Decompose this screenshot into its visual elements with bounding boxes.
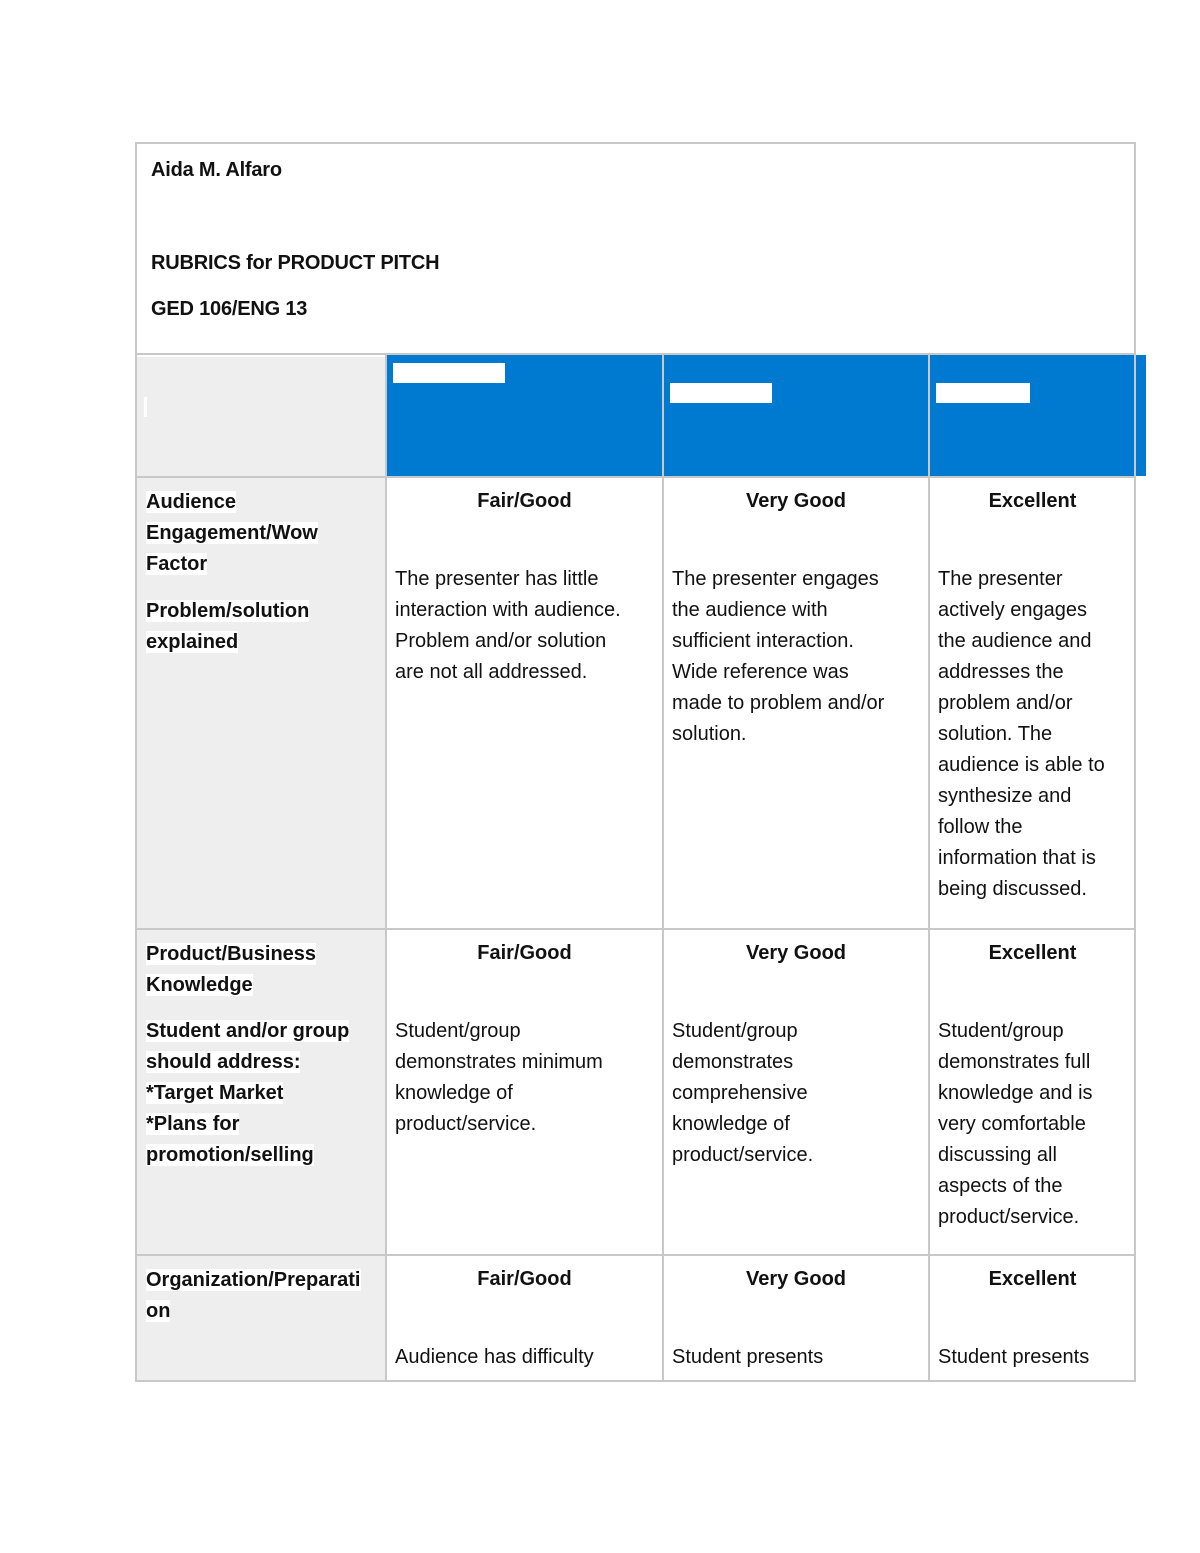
description-excellent: Student/group demonstrates full knowledge and is very comfortable discussing all aspects of the product/service. [938,1020,1093,1228]
rating-very-good: Very Good [745,942,847,964]
description-very-good: Student/group demonstrates comprehensive knowledge of product/service. [672,1020,814,1166]
criterion-organization-preparation: Organization/Preparati on [146,1269,361,1322]
description-fair: The presenter has little interaction with audience. Problem and/or solution are not all addressed. [395,568,621,683]
rating-excellent: Excellent [988,490,1077,512]
row-divider [135,928,1136,930]
criterion-product-knowledge: Product/Business Knowledge [146,943,317,996]
author-name: Aida M. Alfaro [151,159,282,181]
course-code: GED 106/ENG 13 [151,298,308,320]
row-divider [135,476,1136,478]
criterion-problem-solution: Problem/solution explained [146,600,310,653]
rating-very-good: Very Good [745,490,847,512]
rating-fair-good: Fair/Good [477,1268,572,1290]
description-fair: Audience has difficulty [395,1346,594,1368]
criterion-audience-engagement: Audience Engagement/Wow Factor [146,491,318,575]
rating-excellent: Excellent [988,942,1077,964]
rating-very-good: Very Good [745,1268,847,1290]
rating-fair-good: Fair/Good [477,490,572,512]
description-very-good: The presenter engages the audience with sufficient interaction. Wide reference was made to problem and/or solution. [672,568,885,745]
criterion-knowledge-details: Student and/or group should address: *Target Market *Plans for promotion/selling [146,1020,350,1166]
description-fair: Student/group demonstrates minimum knowledge of product/service. [395,1020,603,1135]
row-divider [135,1254,1136,1256]
description-excellent: The presenter actively engages the audience and addresses the problem and/or solution. The audience is able to synthesize and follow the information that is being discussed. [938,568,1105,900]
description-excellent: Student presents [938,1346,1090,1368]
rating-fair-good: Fair/Good [477,942,572,964]
description-very-good: Student presents [672,1346,824,1368]
document-title: RUBRICS for PRODUCT PITCH [151,252,440,274]
rating-excellent: Excellent [988,1268,1077,1290]
